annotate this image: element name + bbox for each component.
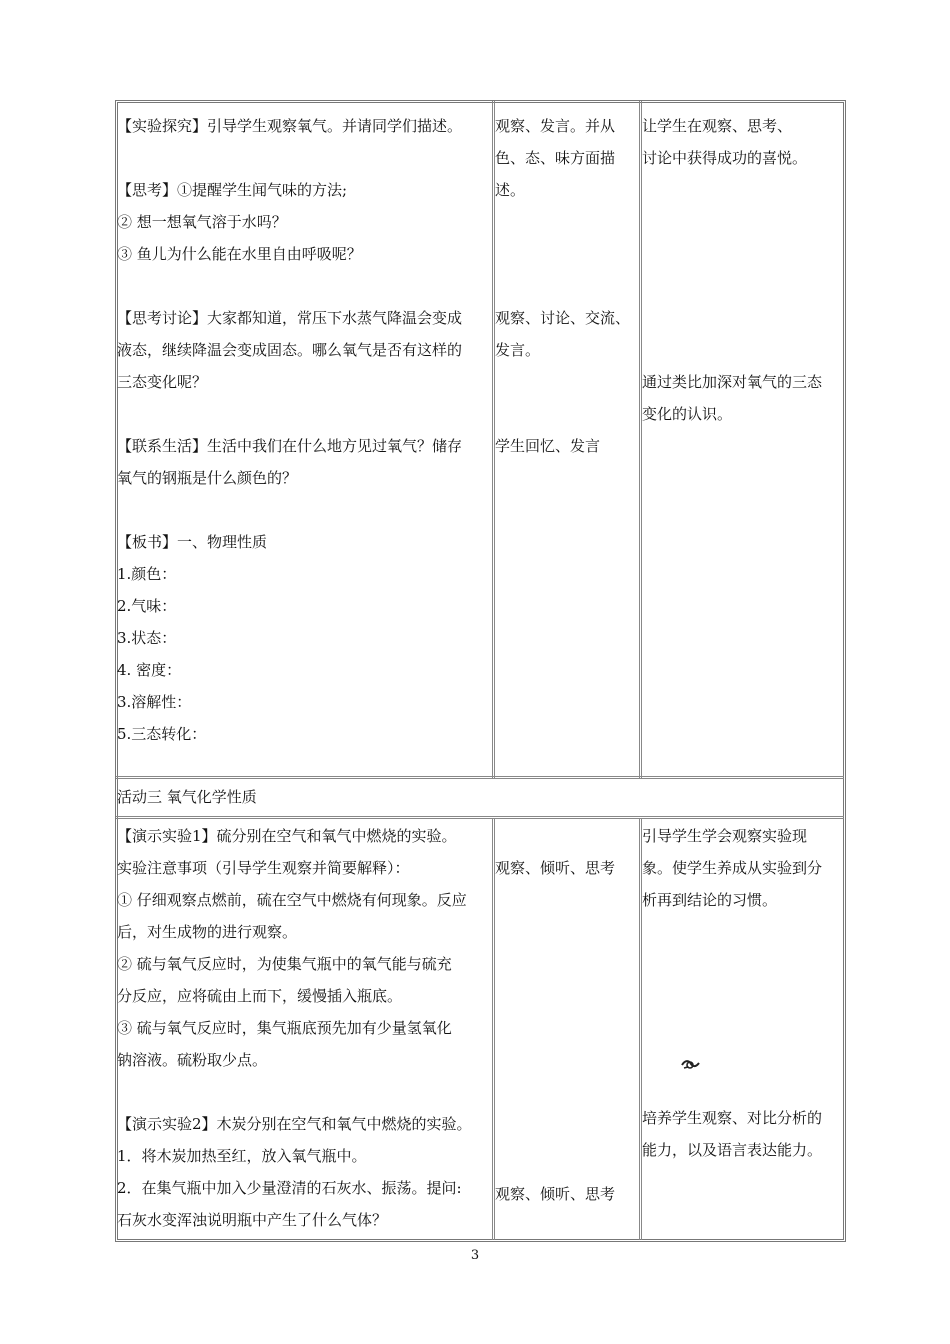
text-line: 【演示实验1】硫分别在空气和氧气中燃烧的实验。 [117,827,457,845]
text-line: 学生回忆、发言 [495,437,601,455]
text-line: 【板书】一、物理性质 [117,533,268,551]
text-line: ② 硫与氧气反应时，为使集气瓶中的氧气能与硫充 [117,955,452,973]
text-line: 培养学生观察、对比分析的 [642,1109,823,1127]
text-line: 液态，继续降温会变成固态。哪么氧气是否有这样的 [117,341,463,359]
text-line: 2.气味： [117,597,177,615]
text-line: 钠溶液。硫粉取少点。 [117,1051,268,1069]
text-line: 1.颜色： [117,565,177,583]
text-line: 发言。 [495,341,541,359]
text-line: 观察、倾听、思考 [495,1185,616,1203]
text-line: 氧气的钢瓶是什么颜色的？ [117,469,298,487]
text-line: 分反应，应将硫由上而下，缓慢插入瓶底。 [117,987,403,1005]
student-activity-cell [495,110,630,462]
activity-title [117,781,257,813]
text-line: 【思考讨论】大家都知道，常压下水蒸气降温会变成 [117,309,463,327]
text-line: 3.状态： [117,629,177,647]
text-line: 让学生在观察、思考、 [642,117,793,135]
student-activity-cell [495,1178,615,1210]
student-activity-cell [495,852,615,884]
text-line: 【联系生活】生活中我们在什么地方见过氧气？储存 [117,437,463,455]
text-line: 【演示实验2】木炭分别在空气和氧气中燃烧的实验。 [117,1115,472,1133]
text-line: 观察、讨论、交流、 [495,309,631,327]
teacher-activity-cell [117,110,462,750]
text-line: 观察、发言。并从 [495,117,616,135]
text-line: 变化的认识。 [642,405,733,423]
design-intent-cell [642,110,822,430]
text-line: 色、态、味方面描 [495,149,616,167]
page-number: 3 [470,1248,480,1263]
text-line: 3.溶解性： [117,693,192,711]
text-line: 【实验探究】引导学生观察氧气。并请同学们描述。 [117,117,463,135]
text-line: ② 想一想氧气溶于水吗？ [117,213,287,231]
text-line: 引导学生学会观察实验现 [642,827,808,845]
activity-title-text: 活动三 氧气化学性质 [117,788,257,806]
text-line: 象。使学生养成从实验到分 [642,859,823,877]
text-line: 析再到结论的习惯。 [642,891,778,909]
text-line: ① 仔细观察点燃前，硫在空气中燃烧有何现象。反应 [117,891,467,909]
text-line: 后，对生成物的进行观察。 [117,923,298,941]
text-line: 述。 [495,181,526,199]
text-line: 观察、倾听、思考 [495,859,616,877]
design-intent-cell [642,1102,822,1166]
text-line: 5.三态转化： [117,725,207,743]
text-line: ③ 鱼儿为什么能在水里自由呼吸呢？ [117,245,362,263]
row-divider [116,776,844,779]
teacher-activity-cell [117,820,472,1236]
text-line: 4. 密度： [117,661,182,679]
ink-mark-icon [680,1057,702,1071]
row-divider [116,816,844,819]
design-intent-cell [642,820,822,916]
text-line: 实验注意事项（引导学生观察并简要解释）： [117,859,410,877]
text-line: 2．在集气瓶中加入少量澄清的石灰水、振荡。提问: [117,1179,462,1197]
text-line: 通过类比加深对氧气的三态 [642,373,823,391]
text-line: 1．将木炭加热至红，放入氧气瓶中。 [117,1147,367,1165]
text-line: ③ 硫与氧气反应时，集气瓶底预先加有少量氢氧化 [117,1019,452,1037]
text-line: 石灰水变浑浊说明瓶中产生了什么气体？ [117,1211,388,1229]
text-line: 三态变化呢？ [117,373,208,391]
text-line: 能力，以及语言表达能力。 [642,1141,823,1159]
text-line: 【思考】①提醒学生闻气味的方法; [117,181,348,199]
text-line: 讨论中获得成功的喜悦。 [642,149,808,167]
